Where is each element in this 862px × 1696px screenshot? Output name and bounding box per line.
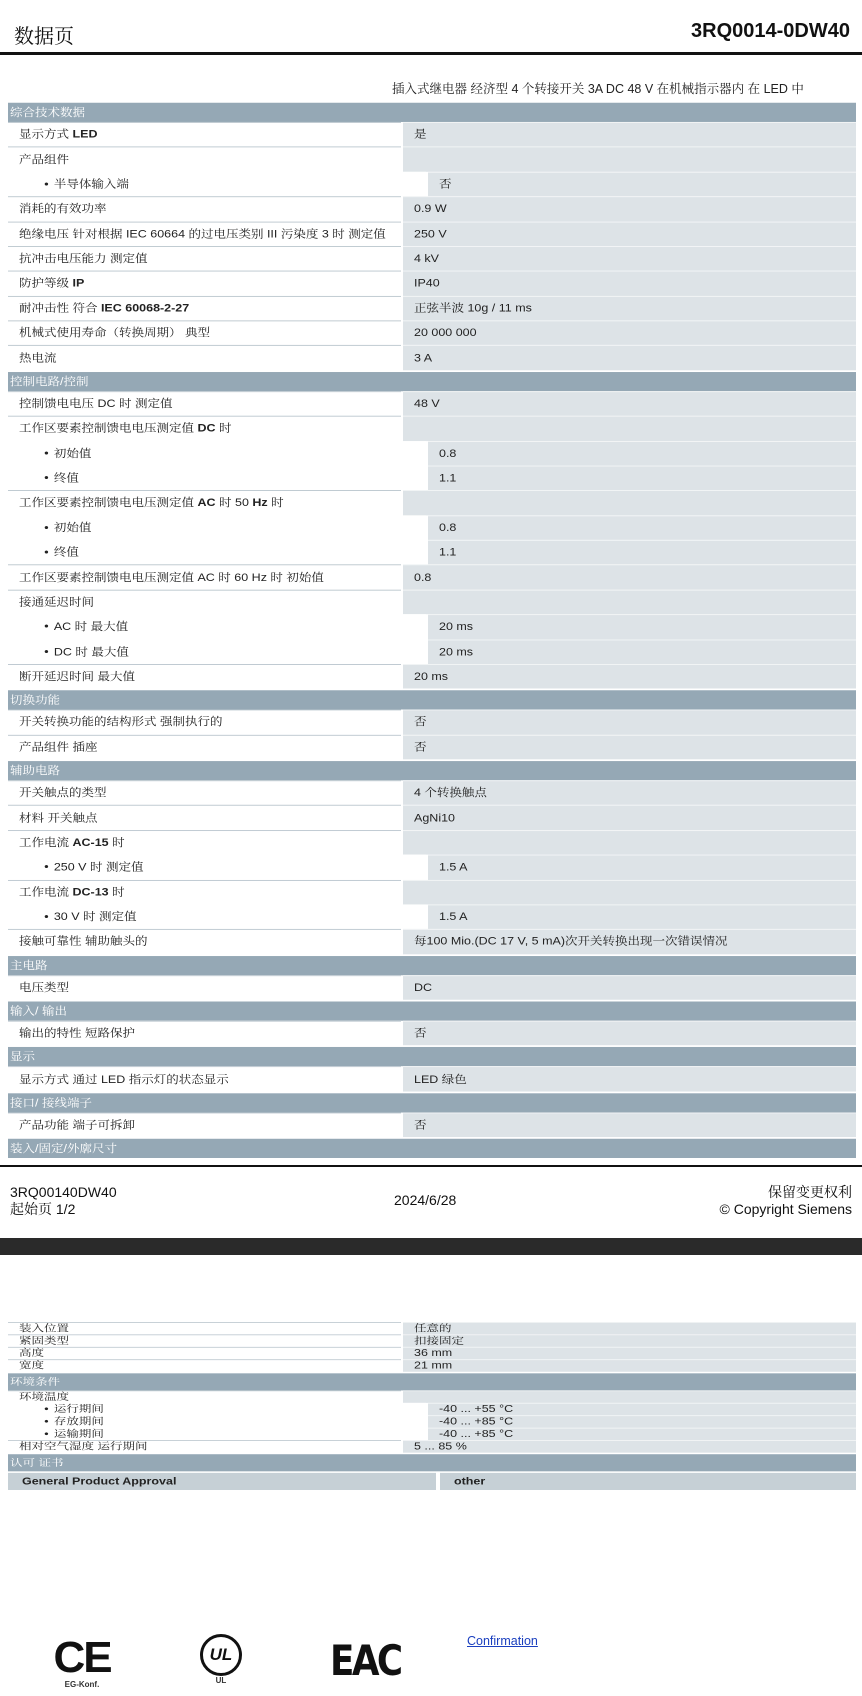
eac-mark-text: EAC [330,1636,401,1685]
table-row [8,1428,856,1440]
row-label-text: 终值 [53,546,79,559]
table-row [8,1334,856,1346]
row-label-text: 热电流 [19,351,57,364]
table-row [8,122,856,147]
row-label [8,565,401,590]
row-label-text: 时 [108,885,125,899]
row-label-text: 产品组件 [19,153,70,166]
row-label [8,490,401,515]
table-row [8,441,856,466]
row-label-text: 绝缘电压 针对根据 IEC 60664 的过电压类别 III 污染度 3 时 测定值 [19,227,386,240]
row-value: 否 [403,1021,856,1046]
row-label [8,1359,401,1371]
row-value: 扣接固定 [403,1334,856,1346]
table-row [8,710,856,735]
section-header: 综合技术数据 [8,103,856,122]
row-label [8,1021,401,1046]
row-value [403,1390,856,1402]
row-label [8,855,426,880]
row-label [8,540,426,565]
row-value: 1.5 A [428,855,856,880]
row-label-text: 材料 开关触点 [19,811,98,824]
row-label [8,441,426,466]
row-label-text: 初始值 [53,521,92,534]
row-label-text: 运行期间 [53,1403,104,1415]
row-label [8,904,426,929]
section-header: 环境条件 [8,1373,856,1390]
row-label-text: 环境温度 [19,1391,70,1403]
row-label-text: 时 [108,836,125,849]
ul-mark-text: UL [200,1634,242,1676]
row-label [8,416,401,441]
section-header: 显示 [8,1047,856,1066]
section-header: 辅助电路 [8,761,856,780]
row-value: 3 A [403,345,856,370]
row-value: 正弦半波 10g / 11 ms [403,296,856,321]
table-row [8,590,856,615]
row-label-text: 开关触点的类型 [19,786,107,799]
row-label-bold: IP [72,277,85,290]
table-row [8,1390,856,1402]
table-row [8,391,856,416]
table-row [8,855,856,880]
row-label [8,830,401,855]
row-value: 0.9 W [403,196,856,221]
row-label-text: 30 V 时 测定值 [53,910,137,923]
eac-mark-icon [330,1634,401,1688]
row-value: 250 V [403,221,856,246]
table-row [8,1067,856,1092]
row-value [403,830,856,855]
table-row [8,664,856,689]
row-value: 任意的 [403,1322,856,1334]
table-row [8,1112,856,1137]
table-row [8,490,856,515]
ce-mark-caption: EG-Konf. [64,1680,100,1689]
row-label [8,246,401,271]
row-label-text: 存放期间 [53,1416,104,1427]
row-label-text: 机械式使用寿命（转换周期） 典型 [19,326,210,339]
row-label-text: 显示方式 通过 LED 指示灯的状态显示 [19,1072,229,1086]
header-rule [0,52,862,55]
row-value [403,490,856,515]
table-row [8,929,856,954]
table-row [8,320,856,345]
row-value: IP40 [403,271,856,296]
row-label [8,345,401,370]
row-label [8,1334,401,1346]
row-label-text: 显示方式 [19,128,73,141]
row-label [8,1390,401,1402]
row-label [8,1403,426,1415]
row-label [8,735,401,760]
row-label-text: 运输期间 [53,1428,104,1440]
table-row [8,614,856,639]
footer-right [720,1184,852,1218]
row-label [8,1067,401,1092]
table-row [8,172,856,197]
row-label-text: 防护等级 [19,277,73,290]
row-label [8,122,401,147]
row-label [8,221,401,246]
row-label-text: 宽度 [19,1360,45,1371]
row-value: -40 ... +85 °C [428,1428,856,1440]
row-label [8,614,426,639]
row-label-bold: DC [197,422,216,435]
row-value: LED 绿色 [403,1067,856,1092]
row-value: 4 个转换触点 [403,780,856,805]
row-label-text: 产品组件 插座 [19,740,98,754]
row-label [8,975,401,1000]
table-row [8,780,856,805]
table-row [8,735,856,760]
table-row [8,416,856,441]
row-label [8,805,401,830]
table-row [8,1440,856,1452]
footer-copyright: © Copyright Siemens [719,1201,852,1217]
table-row [8,565,856,590]
table-row [8,1359,856,1371]
row-value: 0.8 [428,515,856,540]
row-label [8,515,426,540]
footer-rights: 保留变更权利 [768,1184,852,1200]
row-label-text: 控制馈电电压 DC 时 测定值 [19,397,173,410]
section-header: 主电路 [8,956,856,975]
row-label [8,1347,401,1359]
row-label [8,271,401,296]
row-value: 0.8 [403,565,856,590]
table-row [8,296,856,321]
table-row [8,880,856,905]
row-label-text: 接触可靠性 辅助触头的 [19,935,148,948]
row-label-bold: AC-15 [72,836,109,849]
row-value: 1.5 A [428,904,856,929]
row-value: -40 ... +55 °C [428,1403,856,1415]
table-row [8,196,856,221]
row-label-text: 时 [215,422,232,435]
section-header: 接口/ 接线端子 [8,1093,856,1112]
row-value [403,147,856,172]
row-label-text: 250 V 时 测定值 [53,861,144,874]
row-value: 5 ... 85 % [403,1440,856,1452]
row-value: 20 ms [428,639,856,664]
confirmation-link[interactable]: Confirmation [467,1634,538,1648]
ul-mark-icon [196,1634,246,1685]
row-label-text: 消耗的有效功率 [19,202,107,215]
section-header: 输入/ 输出 [8,1002,856,1021]
datasheet-table-page-2 [8,1322,856,1490]
table-row [8,639,856,664]
approval-header [8,1473,856,1490]
row-label-text: 装入位置 [19,1322,70,1334]
datasheet-table-page-1 [8,101,856,1158]
row-value: DC [403,975,856,1000]
row-label [8,590,401,615]
row-label-text: 工作电流 [19,885,73,899]
footer-left [10,1184,117,1218]
row-label-text: 时 50 [215,496,253,509]
row-label-text: 断开延迟时间 最大值 [19,670,135,683]
ce-mark-icon [52,1633,112,1689]
footer-page-number: 起始页 1/2 [10,1201,76,1217]
row-label-text: 开关转换功能的结构形式 强制执行的 [19,715,223,729]
row-label-text: 紧固类型 [19,1335,70,1347]
table-row [8,830,856,855]
row-label-text: 抗冲击电压能力 测定值 [19,252,148,265]
product-code: 3RQ0014-0DW40 [691,20,850,42]
row-label [8,929,401,954]
table-row [8,1021,856,1046]
table-row [8,345,856,370]
table-row [8,1415,856,1427]
row-label-bold: IEC 60068-2-27 [100,301,190,315]
row-value [403,590,856,615]
row-label-text: 耐冲击性 符合 [19,301,101,315]
row-label-text: 高度 [19,1347,45,1359]
table-row [8,465,856,490]
page-2 [0,1255,862,1696]
row-label-bold: DC-13 [72,885,109,899]
row-label-text: 半导体输入端 [53,177,129,191]
section-header: 控制电路/控制 [8,372,856,391]
row-label-bold: AC [197,496,216,509]
footer-date: 2024/6/28 [394,1192,457,1208]
row-label [8,880,401,905]
row-label-text: 工作区要素控制馈电电压测定值 [19,422,198,435]
row-label-text: 接通延迟时间 [19,595,95,609]
approval-col-general: General Product Approval [8,1473,436,1490]
table-row [8,246,856,271]
table-row [8,540,856,565]
ul-mark-caption: UL [215,1676,227,1685]
table-row [8,805,856,830]
table-row [8,1403,856,1415]
row-label [8,1112,401,1137]
row-value: 4 kV [403,246,856,271]
row-label-text: DC 时 最大值 [53,645,129,658]
ce-mark-text: CE [53,1633,111,1682]
row-label-text: 终值 [53,471,79,484]
row-label [8,296,401,321]
row-label [8,1322,401,1334]
row-label [8,172,426,197]
table-row [8,515,856,540]
row-value: 20 000 000 [403,320,856,345]
row-label-text: 工作区要素控制馈电电压测定值 AC 时 60 Hz 时 初始值 [19,570,324,584]
page-separator [0,1238,862,1255]
row-value: 1.1 [428,465,856,490]
row-value: 36 mm [403,1347,856,1359]
row-label [8,320,401,345]
section-header: 装入/固定/外廓尺寸 [8,1139,856,1158]
row-value [403,880,856,905]
table-row [8,147,856,172]
row-value: 是 [403,122,856,147]
row-label [8,780,401,805]
row-label-text: 输出的特性 短路保护 [19,1027,135,1040]
row-label-text: 时 [267,496,284,509]
row-value: -40 ... +85 °C [428,1415,856,1427]
row-label [8,465,426,490]
table-row [8,904,856,929]
row-value: 否 [403,735,856,760]
row-label [8,196,401,221]
row-label-text: AC 时 最大值 [53,620,129,633]
row-value: 21 mm [403,1359,856,1371]
row-value: 20 ms [428,614,856,639]
row-label [8,1415,426,1427]
product-description: 插入式继电器 经济型 4 个转接开关 3A DC 48 V 在机械指示器内 在 LED 中 [392,82,804,96]
row-label-bold: LED [72,128,98,141]
row-label [8,639,426,664]
table-row [8,221,856,246]
row-value: 1.1 [428,540,856,565]
approval-col-other: other [440,1473,856,1490]
row-value: AgNi10 [403,805,856,830]
row-value: 否 [403,710,856,735]
row-value: 0.8 [428,441,856,466]
row-value: 每100 Mio.(DC 17 V, 5 mA)次开关转换出现一次错误情况 [403,929,856,954]
row-label-text: 相对空气湿度 运行期间 [19,1441,148,1452]
row-label-text: 电压类型 [19,981,70,994]
row-label [8,147,401,172]
row-value: 否 [403,1112,856,1137]
row-label-text: 工作电流 [19,836,73,849]
section-header: 切换功能 [8,690,856,709]
row-value [403,416,856,441]
row-label [8,710,401,735]
row-label [8,664,401,689]
row-label [8,1440,401,1452]
row-label-text: 初始值 [53,446,92,460]
table-row [8,975,856,1000]
page-title: 数据页 [14,26,74,48]
row-value: 否 [428,172,856,197]
table-row [8,1347,856,1359]
row-label-bold: Hz [252,496,268,509]
row-label-text: 工作区要素控制馈电电压测定值 [19,496,198,509]
row-label-text: 产品功能 端子可拆卸 [19,1118,135,1131]
row-label [8,391,401,416]
footer-code: 3RQ00140DW40 [10,1184,117,1200]
table-row [8,271,856,296]
section-header: 认可 证书 [8,1454,856,1471]
row-value: 20 ms [403,664,856,689]
table-row [8,1322,856,1334]
row-value: 48 V [403,391,856,416]
row-label [8,1428,426,1440]
footer-rule [0,1165,862,1167]
